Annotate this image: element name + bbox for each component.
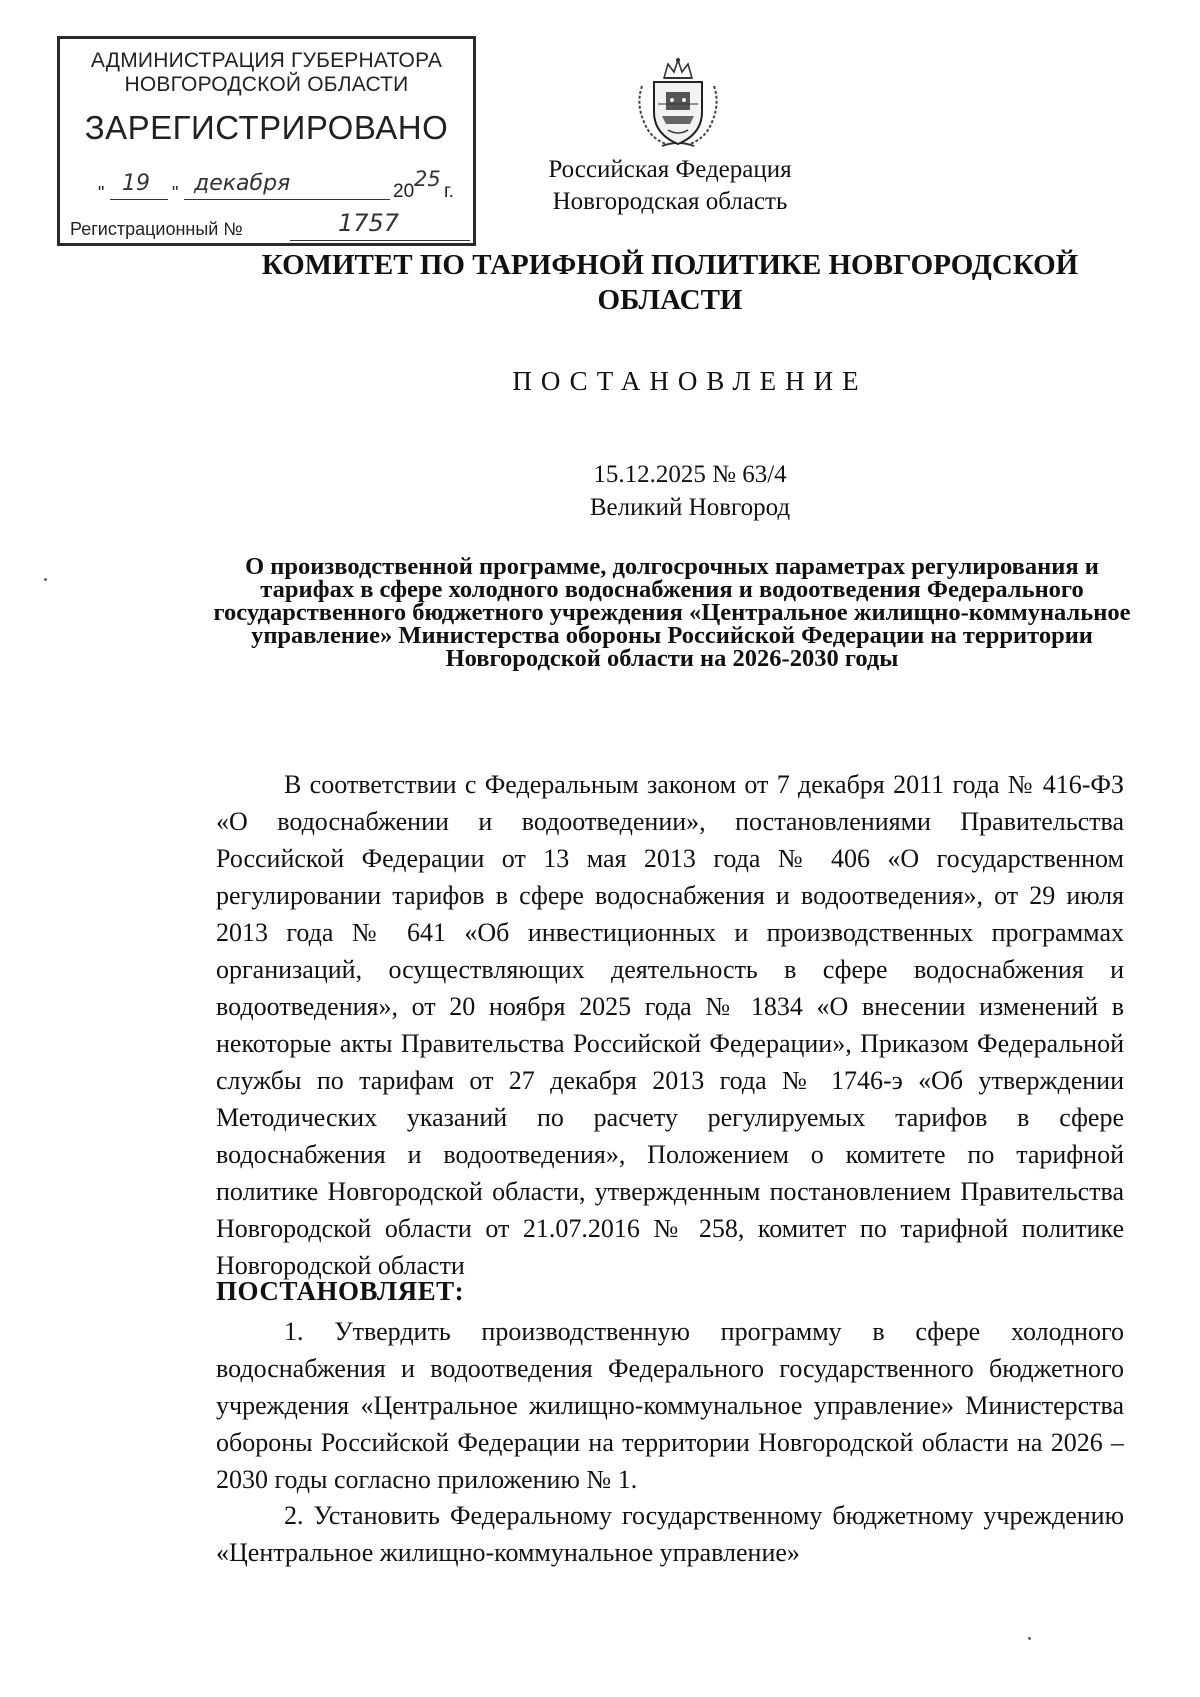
- item-2-paragraph: 2. Установить Федеральному государственному бюджетному учреждению «Центральное жилищно-коммунальное управление»: [216, 1501, 1124, 1567]
- stamp-quote-open: ": [98, 183, 105, 203]
- document-date-number: 15.12.2025 № 63/4: [593, 461, 787, 488]
- resolves-heading: ПОСТАНОВЛЯЕТ:: [216, 1276, 465, 1306]
- stamp-month: декабря: [194, 171, 291, 196]
- stamp-quote-close: ": [172, 183, 179, 203]
- scan-speck: [1028, 1637, 1031, 1640]
- stamp-year-prefix: 20: [393, 181, 415, 202]
- registration-stamp: [57, 36, 476, 246]
- region-name: Новгородская область: [552, 188, 788, 215]
- stamp-reg-row: [70, 209, 470, 243]
- document-type: ПОСТАНОВЛЕНИЕ: [512, 366, 868, 396]
- item-1-paragraph: 1. Утвердить производственную программу в сфере холодного водоснабжения и водоотведения Федерального государственного бюджетного учреждения «Центральное жилищно-коммунальное управление» Министерства обороны Российской Федерации на территории Новгородской области на 2026 – 2030 годы согласно приложению № 1.: [216, 1317, 1124, 1494]
- country-name: Российская Федерация: [548, 156, 792, 183]
- stamp-day: 19: [122, 171, 150, 196]
- stamp-reg-line: [290, 240, 470, 241]
- scan-speck: [44, 578, 47, 581]
- document-city: Великий Новгород: [589, 494, 791, 521]
- stamp-reg-number: 1757: [338, 209, 400, 237]
- preamble-paragraph: В соответствии с Федеральным законом от 7 декабря 2011 года № 416-ФЗ «О водоснабжении и водоотведении», постановлениями Правительства Российской Федерации от 13 мая 2013 года № 406 «О государственном регулировании тарифов в сфере водоснабжения и водоотведения», от 29 июля 2013 года № 641 «Об инвестиционных и производственных программах организаций, осуществляющих деятельность в сфере водоснабжения и водоотведения», от 20 ноября 2025 года № 1834 «О внесении изменений в некоторые акты Правительства Российской Федерации», Приказом Федеральной службы по тарифам от 27 декабря 2013 года № 1746-э «Об утверждении Методических указаний по расчету регулируемых тарифов в сфере водоснабжения и водоотведения», Положением о комитете по тарифной политике Новгородской области, утвержденным постановлением Правительства Новгородской области от 21.07.2016 № 258, комитет по тарифной политике Новгородской области: [216, 770, 1124, 1280]
- coat-of-arms-emblem: [628, 56, 728, 152]
- document-subject: О производственной программе, долгосрочных параметрах регулирования и тарифах в сфере холодного водоснабжения и водоотведения Федерального государственного бюджетного учреждения «Центральное жилищно-коммунальное управление» Министерства обороны Российской Федерации на территории Новгородской области на 2026-2030 годы: [213, 553, 1131, 672]
- stamp-month-line: [184, 199, 390, 200]
- stamp-org-line-2: НОВГОРОДСКОЙ ОБЛАСТИ: [124, 73, 409, 96]
- stamp-status: ЗАРЕГИСТРИРОВАНО: [84, 109, 449, 146]
- stamp-year-suffix: 25: [414, 167, 441, 191]
- stamp-reg-label: Регистрационный №: [70, 219, 243, 239]
- stamp-year-unit: г.: [444, 181, 454, 202]
- stamp-date-row: [98, 165, 458, 205]
- committee-title: КОМИТЕТ ПО ТАРИФНОЙ ПОЛИТИКЕ НОВГОРОДСКОЙ ОБЛАСТИ: [261, 249, 1079, 316]
- stamp-org-line-1: АДМИНИСТРАЦИЯ ГУБЕРНАТОРА: [90, 49, 443, 72]
- stamp-day-line: [110, 199, 168, 200]
